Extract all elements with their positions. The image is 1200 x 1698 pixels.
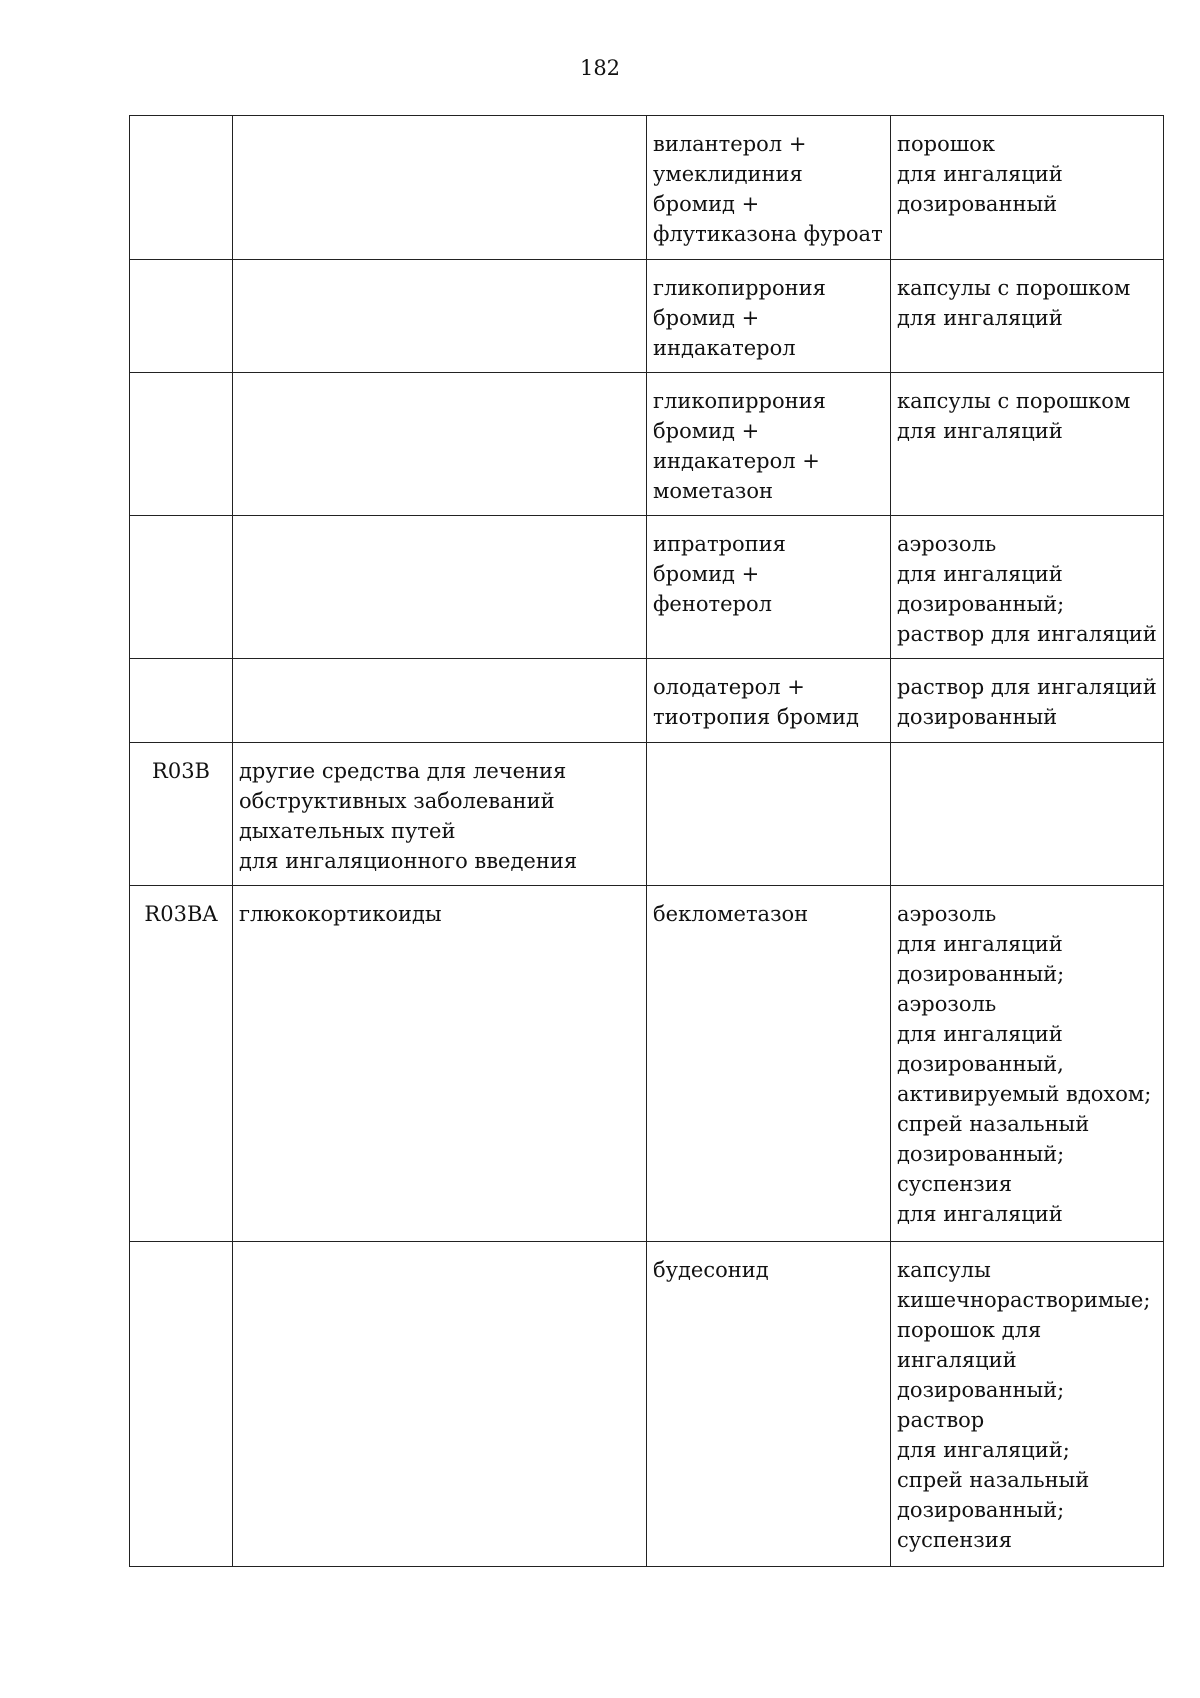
table-row: [130, 659, 1164, 743]
atc-code-cell: [130, 116, 233, 260]
group-name-cell: другие средства для лечения обструктивных заболеваний дыхательных путей для ингаляционного введения: [233, 743, 647, 886]
drug-name-cell: [647, 743, 891, 886]
drug-table: [129, 115, 1164, 1567]
table-row: [130, 1242, 1164, 1567]
atc-code-cell: [130, 516, 233, 659]
table-row: [130, 373, 1164, 516]
drug-name-cell: будесонид: [647, 1242, 891, 1567]
atc-code-cell: R03B: [130, 743, 233, 886]
table-row: [130, 516, 1164, 659]
drug-name-cell: вилантерол + умеклидиния бромид + флутиказона фуроат: [647, 116, 891, 260]
drug-name-cell: беклометазон: [647, 886, 891, 1242]
group-name-cell: [233, 659, 647, 743]
group-name-cell: [233, 516, 647, 659]
group-name-cell: [233, 1242, 647, 1567]
drug-name-cell: олодатерол + тиотропия бромид: [647, 659, 891, 743]
group-name-cell: [233, 116, 647, 260]
page-number: 182: [579, 56, 621, 80]
table-row: [130, 116, 1164, 260]
table-row: [130, 743, 1164, 886]
group-name-cell: [233, 373, 647, 516]
dosage-form-cell: аэрозоль для ингаляций дозированный; аэрозоль для ингаляций дозированный, активируемый вдохом; спрей назальный дозированный; суспензия для ингаляций: [891, 886, 1164, 1242]
atc-code-cell: [130, 659, 233, 743]
dosage-form-cell: аэрозоль для ингаляций дозированный; раствор для ингаляций: [891, 516, 1164, 659]
table-row: [130, 260, 1164, 373]
dosage-form-cell: капсулы с порошком для ингаляций: [891, 260, 1164, 373]
table-row: [130, 886, 1164, 1242]
dosage-form-cell: раствор для ингаляций дозированный: [891, 659, 1164, 743]
drug-name-cell: гликопиррония бромид + индакатерол + мометазон: [647, 373, 891, 516]
dosage-form-cell: капсулы с порошком для ингаляций: [891, 373, 1164, 516]
group-name-cell: глюкокортикоиды: [233, 886, 647, 1242]
atc-code-cell: [130, 373, 233, 516]
drug-name-cell: гликопиррония бромид + индакатерол: [647, 260, 891, 373]
atc-code-cell: [130, 1242, 233, 1567]
atc-code-cell: R03BA: [130, 886, 233, 1242]
dosage-form-cell: порошок для ингаляций дозированный: [891, 116, 1164, 260]
dosage-form-cell: [891, 743, 1164, 886]
dosage-form-cell: капсулы кишечнорастворимые; порошок для ингаляций дозированный; раствор для ингаляций; спрей назальный дозированный; суспензия: [891, 1242, 1164, 1567]
drug-name-cell: ипратропия бромид + фенотерол: [647, 516, 891, 659]
atc-code-cell: [130, 260, 233, 373]
group-name-cell: [233, 260, 647, 373]
